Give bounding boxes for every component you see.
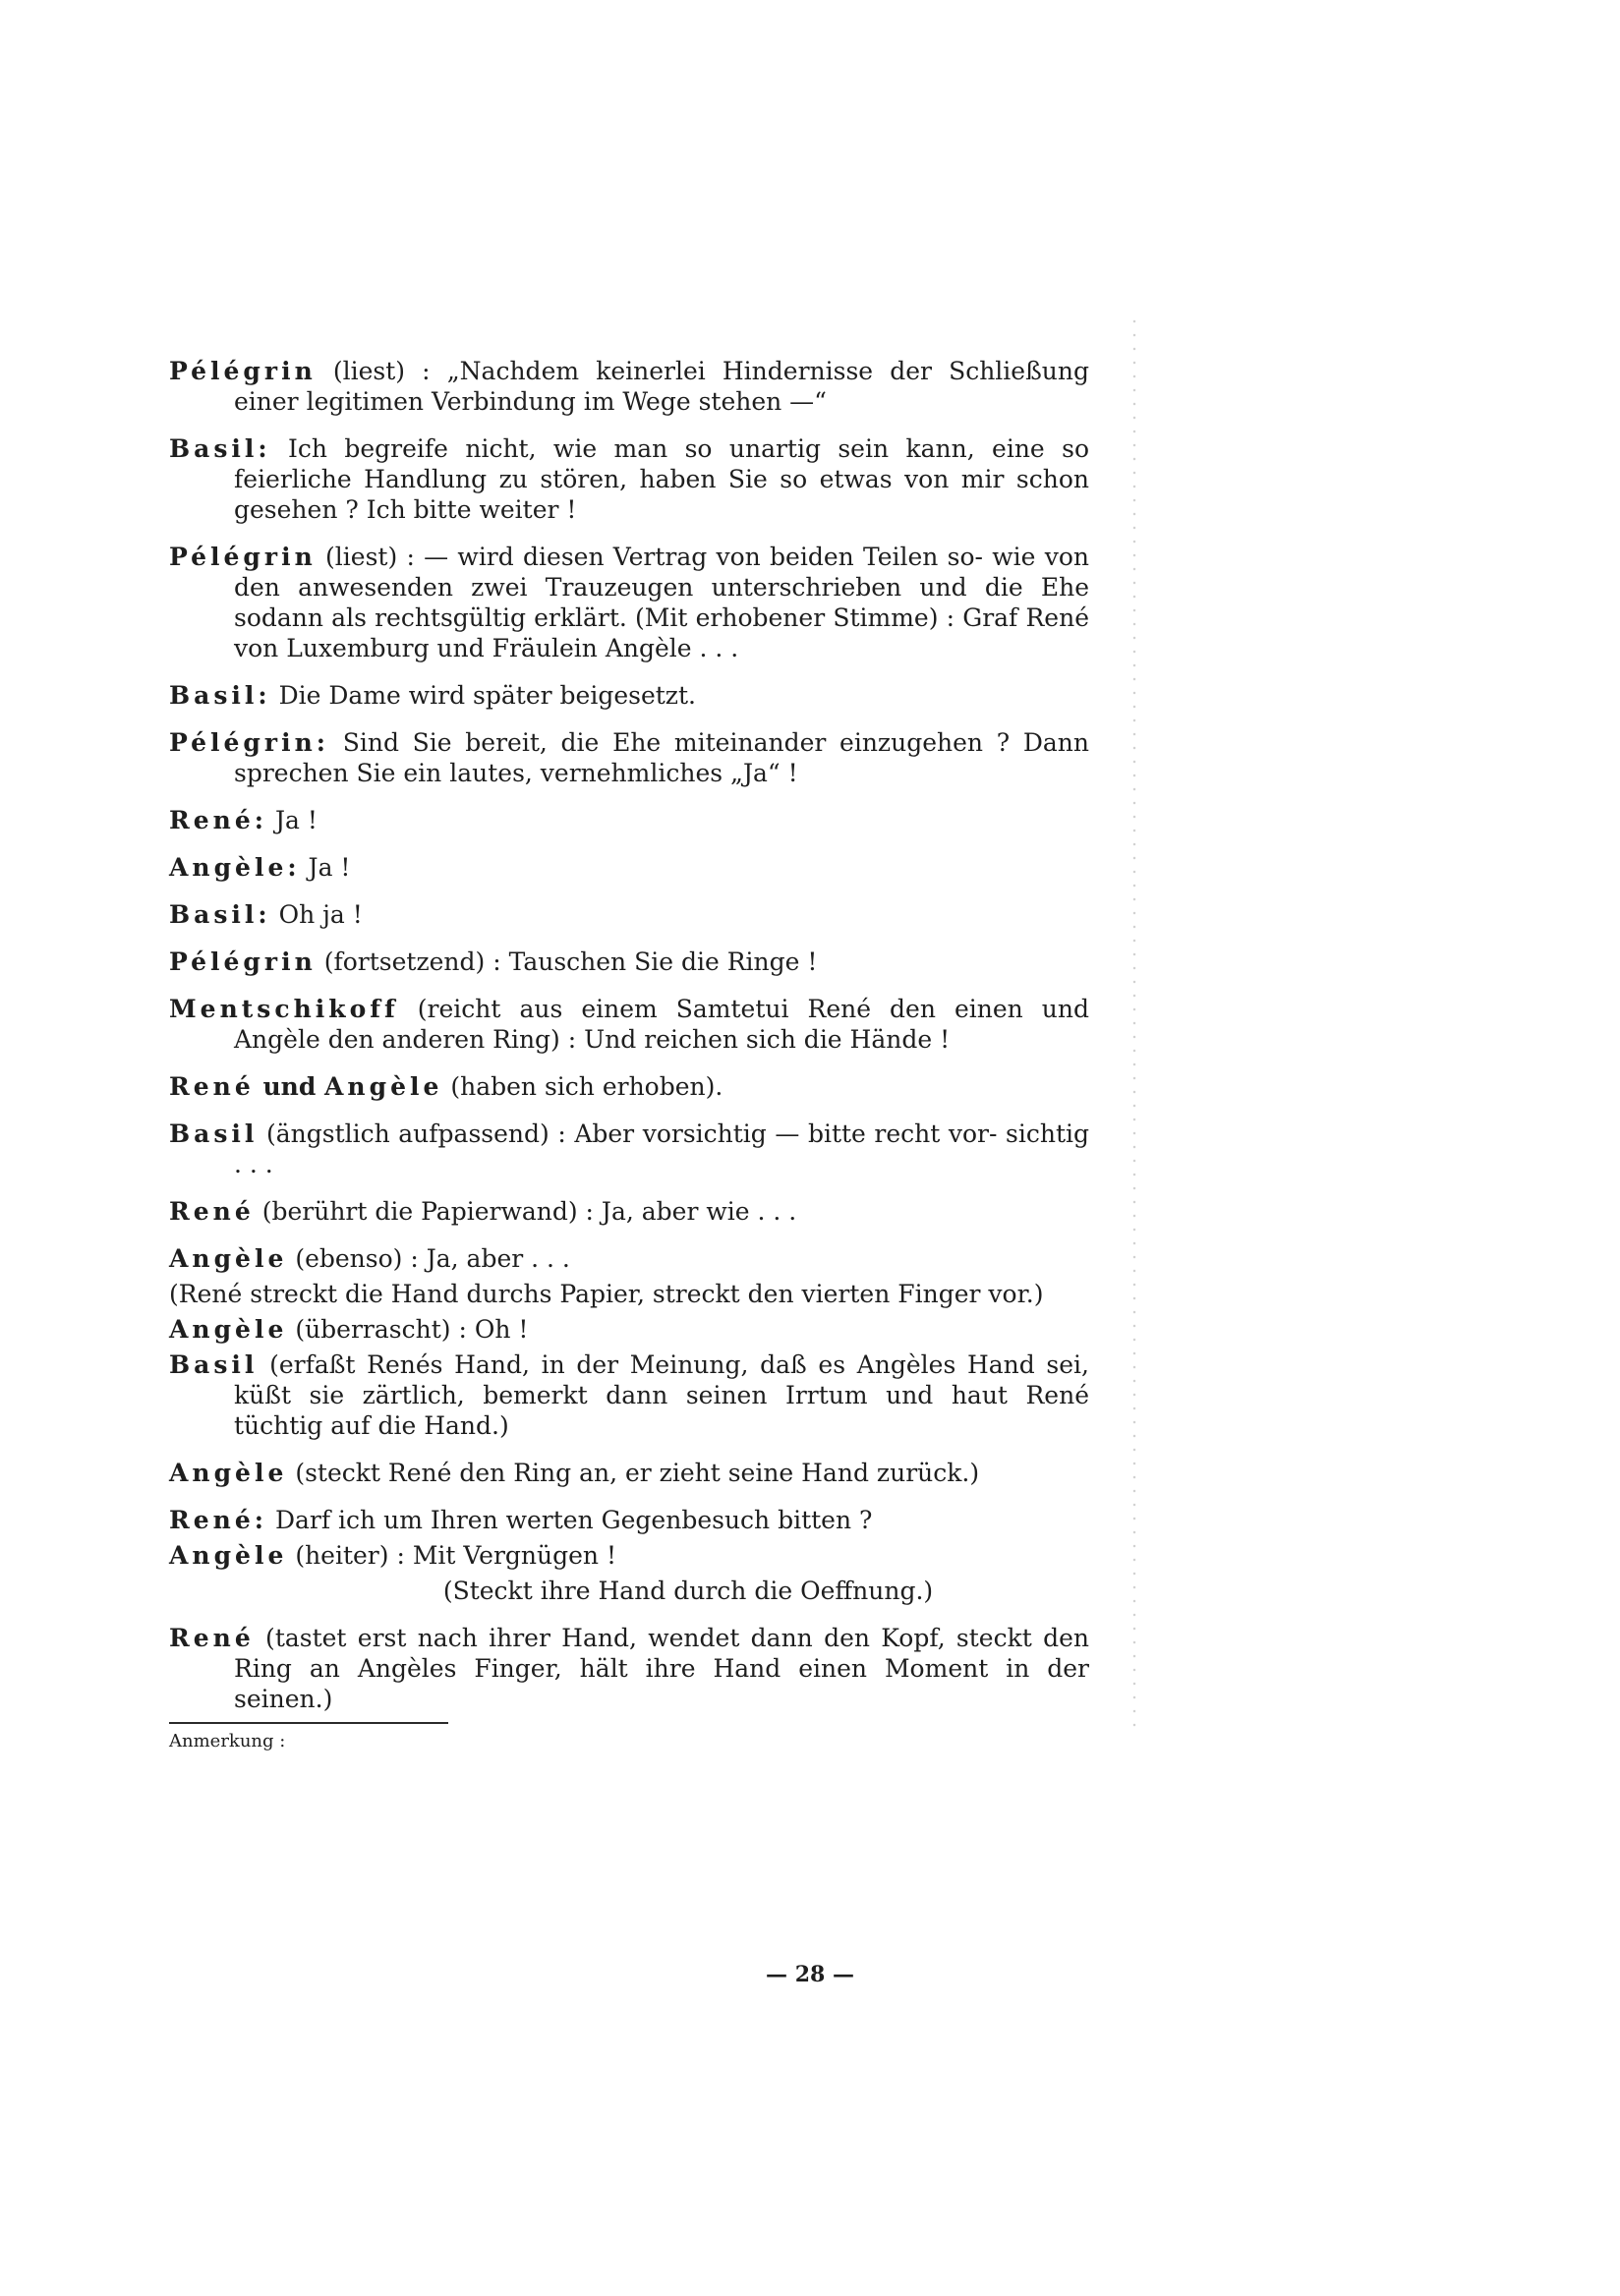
dialogue-line (169, 680, 1089, 711)
speaker-name: Basil (169, 1350, 259, 1379)
line-text: (heiter) : Mit Vergnügen ! (287, 1541, 617, 1570)
dialogue-line (169, 1540, 1089, 1571)
line-text: (liest) : „Nachdem keinerlei Hindernisse der Schließung einer legitimen Verbindung im Wege stehen —“ (234, 357, 1089, 416)
line-text: (haben sich erhoben). (442, 1072, 723, 1101)
dialogue-line (169, 1243, 1089, 1274)
speaker-name: Pélégrin: (169, 728, 329, 757)
page-number: — 28 — (766, 1962, 854, 1987)
speaker-name: Basil: (169, 900, 271, 929)
line-text: Ja ! (300, 853, 351, 882)
stage-direction (169, 1576, 1089, 1606)
line-text: (überrascht) : Oh ! (287, 1315, 529, 1344)
speaker-name: Angèle (169, 1244, 288, 1273)
speaker-name: René: (169, 806, 267, 834)
speaker-name: Angèle (169, 1315, 288, 1344)
line-text: Ich begreife nicht, wie man so unartig sein kann, eine so feierliche Handlung zu stören, haben Sie so etwas von mir schon gesehen ? Ich bitte weiter ! (234, 434, 1089, 524)
dialogue-line (169, 947, 1089, 977)
speaker-name: Angèle (169, 1541, 288, 1570)
line-text: Darf ich um Ihren werten Gegenbesuch bitten ? (267, 1506, 873, 1534)
dialogue-line (169, 433, 1089, 525)
footnote-divider (169, 1722, 448, 1724)
line-text: (reicht aus einem Samtetui René den einen und Angèle den anderen Ring) : Und reichen sich die Hände ! (234, 995, 1089, 1054)
dialogue-line (169, 1623, 1089, 1714)
dialogue-line (169, 542, 1089, 663)
line-text: (ebenso) : Ja, aber . . . (287, 1244, 570, 1273)
line-text: (steckt René den Ring an, er zieht seine Hand zurück.) (287, 1459, 980, 1487)
footnote-label: Anmerkung : (169, 1731, 286, 1751)
scan-edge-artifact (1132, 315, 1136, 1730)
speaker-name: Basil: (169, 434, 271, 463)
dialogue-line (169, 1314, 1089, 1345)
speaker-name: Basil: (169, 681, 271, 710)
speaker-name: René (169, 1072, 255, 1101)
dialogue-line (169, 727, 1089, 788)
conjunction: und (254, 1072, 325, 1101)
dialogue-line (169, 994, 1089, 1055)
line-text: (berührt die Papierwand) : Ja, aber wie . . . (254, 1197, 797, 1226)
speaker-name: Pélégrin (169, 357, 317, 385)
speaker-name: Angèle: (169, 853, 301, 882)
stage-direction-text: (René streckt die Hand durchs Papier, streckt den vierten Finger vor.) (169, 1280, 1044, 1308)
dialogue-line (169, 1458, 1089, 1488)
speaker-name: Pélégrin (169, 947, 317, 976)
speaker-name: René: (169, 1506, 267, 1534)
dialogue-line (169, 852, 1089, 883)
line-text: (liest) : — wird diesen Vertrag von beiden Teilen so- wie von den anwesenden zwei Trauzeugen unterschrieben und die Ehe sodann als rechtsgültig erklärt. (Mit erhobener Stimme) : Graf René von Luxemburg und Fräulein Angèle . . . (234, 543, 1089, 662)
dialogue-line (169, 1119, 1089, 1179)
dialogue-line (169, 1071, 1089, 1102)
speaker-name: Basil (169, 1119, 259, 1148)
speaker-name: Mentschikoff (169, 995, 399, 1023)
dialogue-line (169, 805, 1089, 835)
speaker-name: René (169, 1197, 255, 1226)
speaker-name: Pélégrin (169, 543, 317, 571)
line-text: (tastet erst nach ihrer Hand, wendet dann den Kopf, steckt den Ring an Angèles Finger, hält ihre Hand einen Moment in der seinen.) (234, 1624, 1089, 1713)
stage-direction (169, 1279, 1089, 1309)
line-text: (fortsetzend) : Tauschen Sie die Ringe ! (316, 947, 818, 976)
dialogue-line (169, 356, 1089, 417)
line-text: Sind Sie bereit, die Ehe miteinander einzugehen ? Dann sprechen Sie ein lautes, vernehmliches „Ja“ ! (234, 728, 1089, 787)
dialogue-line (169, 899, 1089, 930)
line-text: Oh ja ! (270, 900, 363, 929)
speaker-name: Angèle (324, 1072, 443, 1101)
dialogue-line (169, 1505, 1089, 1535)
speaker-name: René (169, 1624, 255, 1652)
line-text: Die Dame wird später beigesetzt. (270, 681, 696, 710)
stage-direction-text: (Steckt ihre Hand durch die Oeffnung.) (442, 1577, 934, 1605)
speaker-name: Angèle (169, 1459, 288, 1487)
line-text: Ja ! (267, 806, 318, 834)
line-text: (erfaßt Renés Hand, in der Meinung, daß es Angèles Hand sei, küßt sie zärtlich, bemerkt dann seinen Irrtum und haut René tüchtig auf die Hand.) (234, 1350, 1089, 1440)
dialogue-line (169, 1349, 1089, 1441)
dialogue-line (169, 1196, 1089, 1227)
dialogue-block (169, 356, 1089, 1753)
line-text: (ängstlich aufpassend) : Aber vorsichtig — bitte recht vor- sichtig . . . (234, 1119, 1089, 1178)
